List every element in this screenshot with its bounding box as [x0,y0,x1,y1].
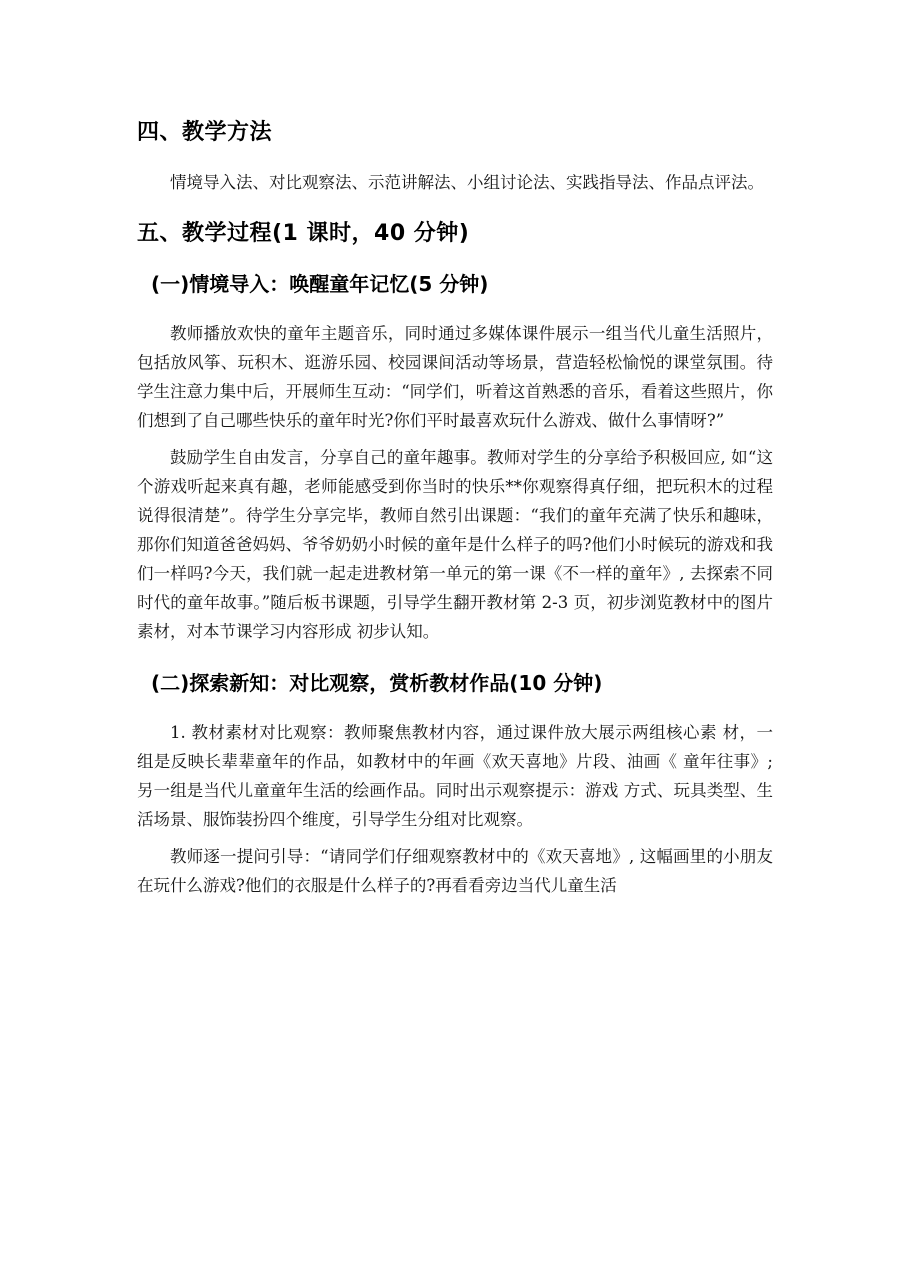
subsection-2-paragraph-1: 1. 教材素材对比观察：教师聚焦教材内容，通过课件放大展示两组核心素 材，一组是反映长辈辈童年的作品，如教材中的年画《欢天喜地》片段、油画《 童年往事》;另一组是当代儿童童年生活的绘画作品。同时出示观察提示：游戏 方式、玩具类型、生活场景、服饰装扮四个维度，引导学生分组对比观察。 [137,723,773,829]
section-4-body: 情境导入法、对比观察法、示范讲解法、小组讨论法、实践指导法、作品点评法。 [170,173,764,192]
document-content [137,118,773,900]
subsection-2-paragraph-2: 教师逐一提问引导：“请同学们仔细观察教材中的《欢天喜地》, 这幅画里的小朋友在玩什么游戏?他们的衣服是什么样子的?再看看旁边当代儿童生活 [137,847,773,895]
subsection-1-heading: (一)情境导入：唤醒童年记忆(5 分钟) [151,272,489,296]
subsection-2-heading: (二)探索新知：对比观察，赏析教材作品(10 分钟) [151,671,603,695]
subsection-1-paragraph-1: 教师播放欢快的童年主题音乐，同时通过多媒体课件展示一组当代儿童生活照片，包括放风筝、玩积木、逛游乐园、校园课间活动等场景，营造轻松愉悦的课堂氛围。待学生注意力集中后，开展师生互动：“同学们，听着这首熟悉的音乐，看着这些照片，你们想到了自己哪些快乐的童年时光?你们平时最喜欢玩什么游戏、做什么事情呀?” [137,324,773,430]
subsection-1-paragraph-2: 鼓励学生自由发言，分享自己的童年趣事。教师对学生的分享给予积极回应, 如“这个游戏听起来真有趣，老师能感受到你当时的快乐**你观察得真仔细，把玩积木的过程说得很清楚”。待学生分享完毕，教师自然引出课题：“我们的童年充满了快乐和趣味，那你们知道爸爸妈妈、爷爷奶奶小时候的童年是什么样子的吗?他们小时候玩的游戏和我们一样吗?今天，我们就一起走进教材第一单元的第一课《不一样的童年》, 去探索不同时代的童年故事。”随后板书课题，引导学生翻开教材第 2-3 页，初步浏览教材中的图片素材，对本节课学习内容形成 初步认知。 [137,448,773,641]
section-4-heading: 四、教学方法 [137,120,273,145]
section-5-heading: 五、教学过程(1 课时，40 分钟) [137,221,470,246]
